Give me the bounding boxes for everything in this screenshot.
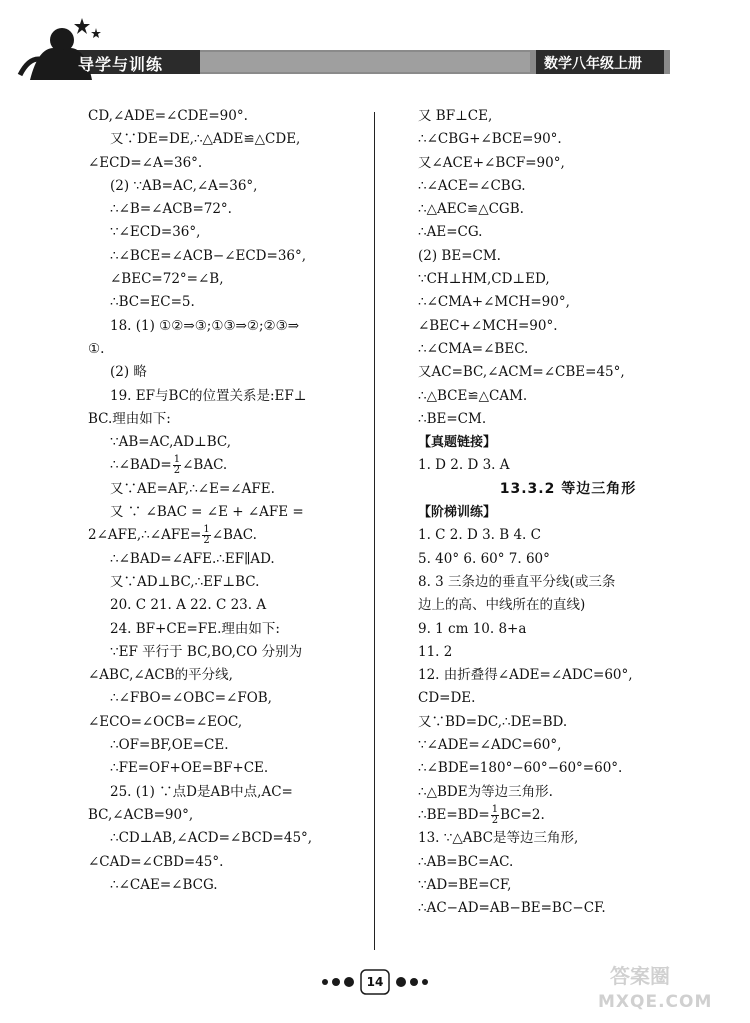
text-line: 又∵DE=DE,∴△ADE≌△CDE, <box>110 131 301 148</box>
text-line: (2) 略 <box>110 364 147 381</box>
fraction-line <box>88 524 388 547</box>
watermark-url: MXQE.COM <box>598 992 713 1012</box>
text-line: ①. <box>88 340 105 357</box>
stars-icon <box>74 18 101 38</box>
text-line: 又AC=BC,∠ACM=∠CBE=45°, <box>418 364 625 381</box>
text-line: CD,∠ADE=∠CDE=90°. <box>88 108 248 124</box>
text-line: 20. C 21. A 22. C 23. A <box>110 597 267 614</box>
left-column <box>88 105 388 897</box>
text-line: 又 BF⊥CE, <box>418 108 493 124</box>
denominator: 2 <box>203 535 210 547</box>
text-line: CD=DE. <box>418 690 476 707</box>
text-line: ∴OF=BF,OE=CE. <box>110 737 229 754</box>
text-line: 25. (1) ∵点D是AB中点,AC= <box>110 783 293 800</box>
right-column <box>418 105 718 920</box>
denominator: 2 <box>491 814 499 826</box>
text-line: ∵AD=BE=CF, <box>418 876 512 893</box>
text-line: BC,∠ACB=90°, <box>88 806 194 823</box>
fraction-line <box>418 804 718 827</box>
text-line: ∴AB=BC=AC. <box>418 853 514 870</box>
text-line: ∴∠FBO=∠OBC=∠FOB, <box>110 690 272 707</box>
text-line: ∴∠CMA+∠MCH=90°, <box>418 294 570 311</box>
text-fragment: ∠BAC. <box>182 457 228 474</box>
text-fragment: 2∠AFE,∴∠AFE= <box>88 527 202 544</box>
text-line: 12. 由折叠得∠ADE=∠ADC=60°, <box>418 667 633 684</box>
watermark-logo: 答案圈 <box>610 964 670 988</box>
text-line: 边上的高、中线所在的直线) <box>418 597 586 614</box>
text-line: ∴∠CAE=∠BCG. <box>110 876 218 893</box>
text-line: 又∵AE=AF,∴∠E=∠AFE. <box>110 480 275 497</box>
fraction <box>173 455 181 476</box>
text-line: 9. 1 cm 10. 8+a <box>418 620 527 637</box>
text-line: ∴∠CMA=∠BEC. <box>418 340 529 357</box>
text-line: 又 ∵ ∠BAC = ∠E + ∠AFE = <box>110 504 304 521</box>
dots-right-icon <box>396 977 428 987</box>
text-line: ∴AE=CG. <box>418 224 483 241</box>
banner-graphic <box>0 0 750 100</box>
column-divider <box>374 112 375 950</box>
text-line: ∴CD⊥AB,∠ACD=∠BCD=45°, <box>110 830 313 847</box>
text-line: 又∵AD⊥BC,∴EF⊥BC. <box>110 573 260 590</box>
text-line: ∵CH⊥HM,CD⊥ED, <box>418 271 550 288</box>
banner-dots-strip <box>200 52 530 72</box>
text-fragment: BC=2. <box>500 806 545 823</box>
text-line: ∴BC=EC=5. <box>110 294 195 311</box>
text-line: BC.理由如下: <box>88 410 171 427</box>
text-line: 1. D 2. D 3. A <box>418 457 510 474</box>
text-line: ∵EF 平行于 BC,BO,CO 分别为 <box>110 643 303 660</box>
text-line: 1. C 2. D 3. B 4. C <box>418 527 541 544</box>
numerator: 1 <box>203 524 210 536</box>
fraction-line <box>88 454 388 477</box>
header-banner <box>0 0 750 100</box>
text-line: 24. BF+CE=FE.理由如下: <box>110 620 280 637</box>
text-line: 又∵BD=DC,∴DE=BD. <box>418 713 568 730</box>
dots-left-icon <box>322 977 354 987</box>
text-line: ∠BEC=72°=∠B, <box>110 271 224 288</box>
text-line: ∴FE=OF+OE=BF+CE. <box>110 760 269 777</box>
section-label-real-exam: 【真题链接】 <box>418 435 497 451</box>
text-line: ∴△AEC≌△CGB. <box>418 201 524 218</box>
text-line: ∴∠BDE=180°−60°−60°=60°. <box>418 760 623 777</box>
page-number: 14 <box>366 975 384 989</box>
numerator: 1 <box>491 803 499 815</box>
denominator: 2 <box>173 465 181 477</box>
text-line: ∴△BCE≌△CAM. <box>418 387 528 404</box>
text-line: ∴∠BAD=∠AFE.∴EF∥AD. <box>110 550 275 567</box>
text-line: ∴∠B=∠ACB=72°. <box>110 201 232 218</box>
text-line: ∠ABC,∠ACB的平分线, <box>88 667 233 684</box>
text-fragment: ∠BAC. <box>211 527 257 544</box>
fraction <box>491 805 499 826</box>
text-line: 11. 2 <box>418 643 453 660</box>
text-line: ∵AB=AC,AD⊥BC, <box>110 434 232 451</box>
text-line: (2) BE=CM. <box>418 247 501 264</box>
brand-title: 导学与训练 <box>78 55 164 74</box>
text-fragment: ∴BE=BD= <box>418 806 490 823</box>
text-line: ∴△BDE为等边三角形. <box>418 783 553 800</box>
grade-label: 数学八年级上册 <box>544 56 642 72</box>
numerator: 1 <box>173 454 181 466</box>
section-label-ladder-training: 【阶梯训练】 <box>418 505 497 521</box>
text-line: 18. (1) ①②⇒③;①③⇒②;②③⇒ <box>110 317 300 334</box>
text-fragment: ∴∠BAD= <box>110 457 172 474</box>
text-line: ∴AC−AD=AB−BE=BC−CF. <box>418 900 606 917</box>
text-line: ∴∠CBG+∠BCE=90°. <box>418 131 562 148</box>
text-line: (2) ∵AB=AC,∠A=36°, <box>110 177 258 194</box>
section-heading: 13.3.2 等边三角形 <box>499 480 637 497</box>
text-line: 19. EF与BC的位置关系是:EF⊥ <box>110 387 307 404</box>
text-line: ∴∠ACE=∠CBG. <box>418 177 526 194</box>
text-line: ∵∠ECD=36°, <box>110 224 201 241</box>
fraction <box>202 525 210 546</box>
text-line: ∵∠ADE=∠ADC=60°, <box>418 737 562 754</box>
text-line: ∴∠BCE=∠ACB−∠ECD=36°, <box>110 247 307 264</box>
text-line: 又∠ACE+∠BCF=90°, <box>418 154 565 171</box>
text-line: 5. 40° 6. 60° 7. 60° <box>418 550 550 567</box>
text-line: ∠BEC+∠MCH=90°. <box>418 317 558 334</box>
text-line: ∠CAD=∠CBD=45°. <box>88 853 224 870</box>
text-line: ∠ECO=∠OCB=∠EOC, <box>88 713 243 730</box>
text-line: 13. ∵△ABC是等边三角形, <box>418 830 579 847</box>
text-line: 8. 3 三条边的垂直平分线(或三条 <box>418 573 616 590</box>
text-line: ∴BE=CM. <box>418 410 487 427</box>
text-line: ∠ECD=∠A=36°. <box>88 154 203 171</box>
